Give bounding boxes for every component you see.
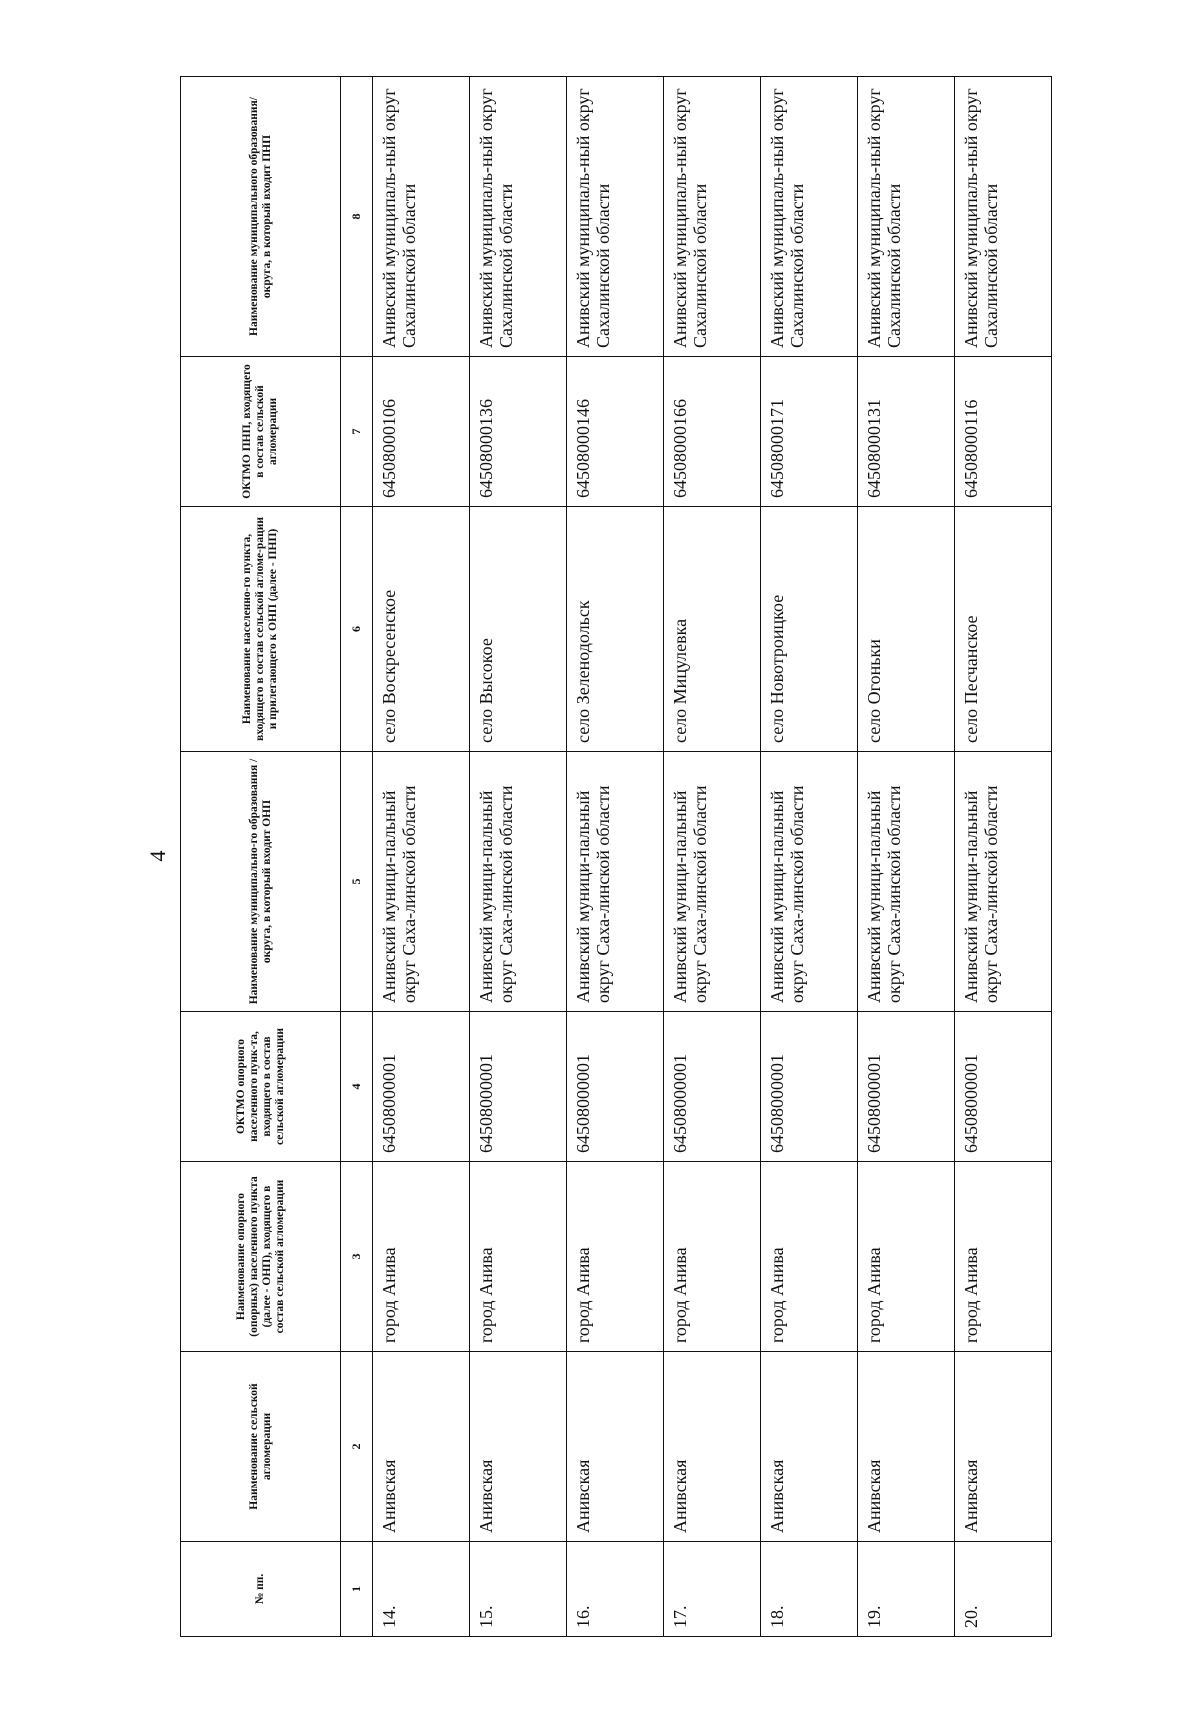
pnp-name: село Огоньки xyxy=(858,507,955,752)
agglomeration-name: Анивская xyxy=(373,1352,470,1542)
header-cell: Наименование муниципального образования/округа, в который входит ПНП xyxy=(181,77,341,357)
onp-municipality: Анивский муници-пальный округ Саха-линской области xyxy=(567,752,664,1012)
agglomeration-table-wrapper xyxy=(180,77,1052,1637)
table-row xyxy=(470,77,567,1637)
pnp-name: село Мицулевка xyxy=(664,507,761,752)
onp-oktmo: 64508000001 xyxy=(567,1012,664,1162)
column-number: 2 xyxy=(341,1352,373,1542)
onp-oktmo: 64508000001 xyxy=(470,1012,567,1162)
agglomeration-name: Анивская xyxy=(858,1352,955,1542)
agglomeration-name: Анивская xyxy=(470,1352,567,1542)
onp-municipality: Анивский муници-пальный округ Саха-линской области xyxy=(664,752,761,1012)
pnp-name: село Новотроицкое xyxy=(761,507,858,752)
header-cell: ОКТМО ПНП, входящего в состав сельской агломерации xyxy=(181,357,341,507)
onp-name: город Анива xyxy=(567,1162,664,1352)
header-cell: Наименование опорного (опорных) населенного пункта (далее - ОНП), входящего в состав сельской агломерации xyxy=(181,1162,341,1352)
row-number: 14. xyxy=(373,1542,470,1637)
pnp-name: село Воскресенское xyxy=(373,507,470,752)
table-row xyxy=(858,77,955,1637)
pnp-municipality: Анивский муниципаль-ный округ Сахалинской области xyxy=(470,77,567,357)
row-number: 17. xyxy=(664,1542,761,1637)
agglomeration-name: Анивская xyxy=(761,1352,858,1542)
pnp-municipality: Анивский муниципаль-ный округ Сахалинской области xyxy=(664,77,761,357)
pnp-oktmo: 64508000146 xyxy=(567,357,664,507)
pnp-municipality: Анивский муниципаль-ный округ Сахалинской области xyxy=(373,77,470,357)
row-number: 19. xyxy=(858,1542,955,1637)
onp-name: город Анива xyxy=(858,1162,955,1352)
table-row xyxy=(567,77,664,1637)
onp-municipality: Анивский муници-пальный округ Саха-линской области xyxy=(373,752,470,1012)
agglomeration-table xyxy=(180,76,1052,1637)
column-number-row xyxy=(341,77,373,1637)
onp-oktmo: 64508000001 xyxy=(761,1012,858,1162)
column-number: 1 xyxy=(341,1542,373,1637)
pnp-oktmo: 64508000116 xyxy=(955,357,1052,507)
page-number: 4 xyxy=(145,850,170,862)
agglomeration-name: Анивская xyxy=(955,1352,1052,1542)
agglomeration-name: Анивская xyxy=(567,1352,664,1542)
onp-name: город Анива xyxy=(470,1162,567,1352)
column-number: 4 xyxy=(341,1012,373,1162)
onp-oktmo: 64508000001 xyxy=(373,1012,470,1162)
column-number: 3 xyxy=(341,1162,373,1352)
row-number: 18. xyxy=(761,1542,858,1637)
pnp-municipality: Анивский муниципаль-ный округ Сахалинской области xyxy=(761,77,858,357)
row-number: 15. xyxy=(470,1542,567,1637)
column-number: 8 xyxy=(341,77,373,357)
pnp-oktmo: 64508000166 xyxy=(664,357,761,507)
onp-name: город Анива xyxy=(373,1162,470,1352)
table-row xyxy=(955,77,1052,1637)
header-cell: Наименование населенно-го пункта, входящего в состав сельской агломе-рации и прилегающего к ОНП (далее - ПНП) xyxy=(181,507,341,752)
pnp-oktmo: 64508000136 xyxy=(470,357,567,507)
column-number: 7 xyxy=(341,357,373,507)
pnp-oktmo: 64508000131 xyxy=(858,357,955,507)
onp-oktmo: 64508000001 xyxy=(955,1012,1052,1162)
onp-name: город Анива xyxy=(664,1162,761,1352)
pnp-municipality: Анивский муниципаль-ный округ Сахалинской области xyxy=(567,77,664,357)
header-cell: ОКТМО опорного населенного пунк-та, входящего в состав сельской агломерации xyxy=(181,1012,341,1162)
pnp-name: село Зеленодольск xyxy=(567,507,664,752)
column-number: 6 xyxy=(341,507,373,752)
column-number: 5 xyxy=(341,752,373,1012)
table-row xyxy=(761,77,858,1637)
header-cell: Наименование муниципально-го образования /округа, в который входит ОНП xyxy=(181,752,341,1012)
onp-oktmo: 64508000001 xyxy=(664,1012,761,1162)
onp-municipality: Анивский муници-пальный округ Саха-линской области xyxy=(955,752,1052,1012)
pnp-oktmo: 64508000171 xyxy=(761,357,858,507)
row-number: 16. xyxy=(567,1542,664,1637)
onp-name: город Анива xyxy=(761,1162,858,1352)
pnp-municipality: Анивский муниципаль-ный округ Сахалинской области xyxy=(858,77,955,357)
table-row xyxy=(373,77,470,1637)
onp-municipality: Анивский муници-пальный округ Саха-линской области xyxy=(761,752,858,1012)
agglomeration-name: Анивская xyxy=(664,1352,761,1542)
pnp-municipality: Анивский муниципаль-ный округ Сахалинской области xyxy=(955,77,1052,357)
header-cell: Наименование сельской агломерации xyxy=(181,1352,341,1542)
header-cell: № пп. xyxy=(181,1542,341,1637)
onp-municipality: Анивский муници-пальный округ Саха-линской области xyxy=(858,752,955,1012)
table-row xyxy=(664,77,761,1637)
onp-oktmo: 64508000001 xyxy=(858,1012,955,1162)
pnp-oktmo: 64508000106 xyxy=(373,357,470,507)
pnp-name: село Песчанское xyxy=(955,507,1052,752)
pnp-name: село Высокое xyxy=(470,507,567,752)
row-number: 20. xyxy=(955,1542,1052,1637)
onp-name: город Анива xyxy=(955,1162,1052,1352)
onp-municipality: Анивский муници-пальный округ Саха-линской области xyxy=(470,752,567,1012)
header-row xyxy=(181,77,341,1637)
